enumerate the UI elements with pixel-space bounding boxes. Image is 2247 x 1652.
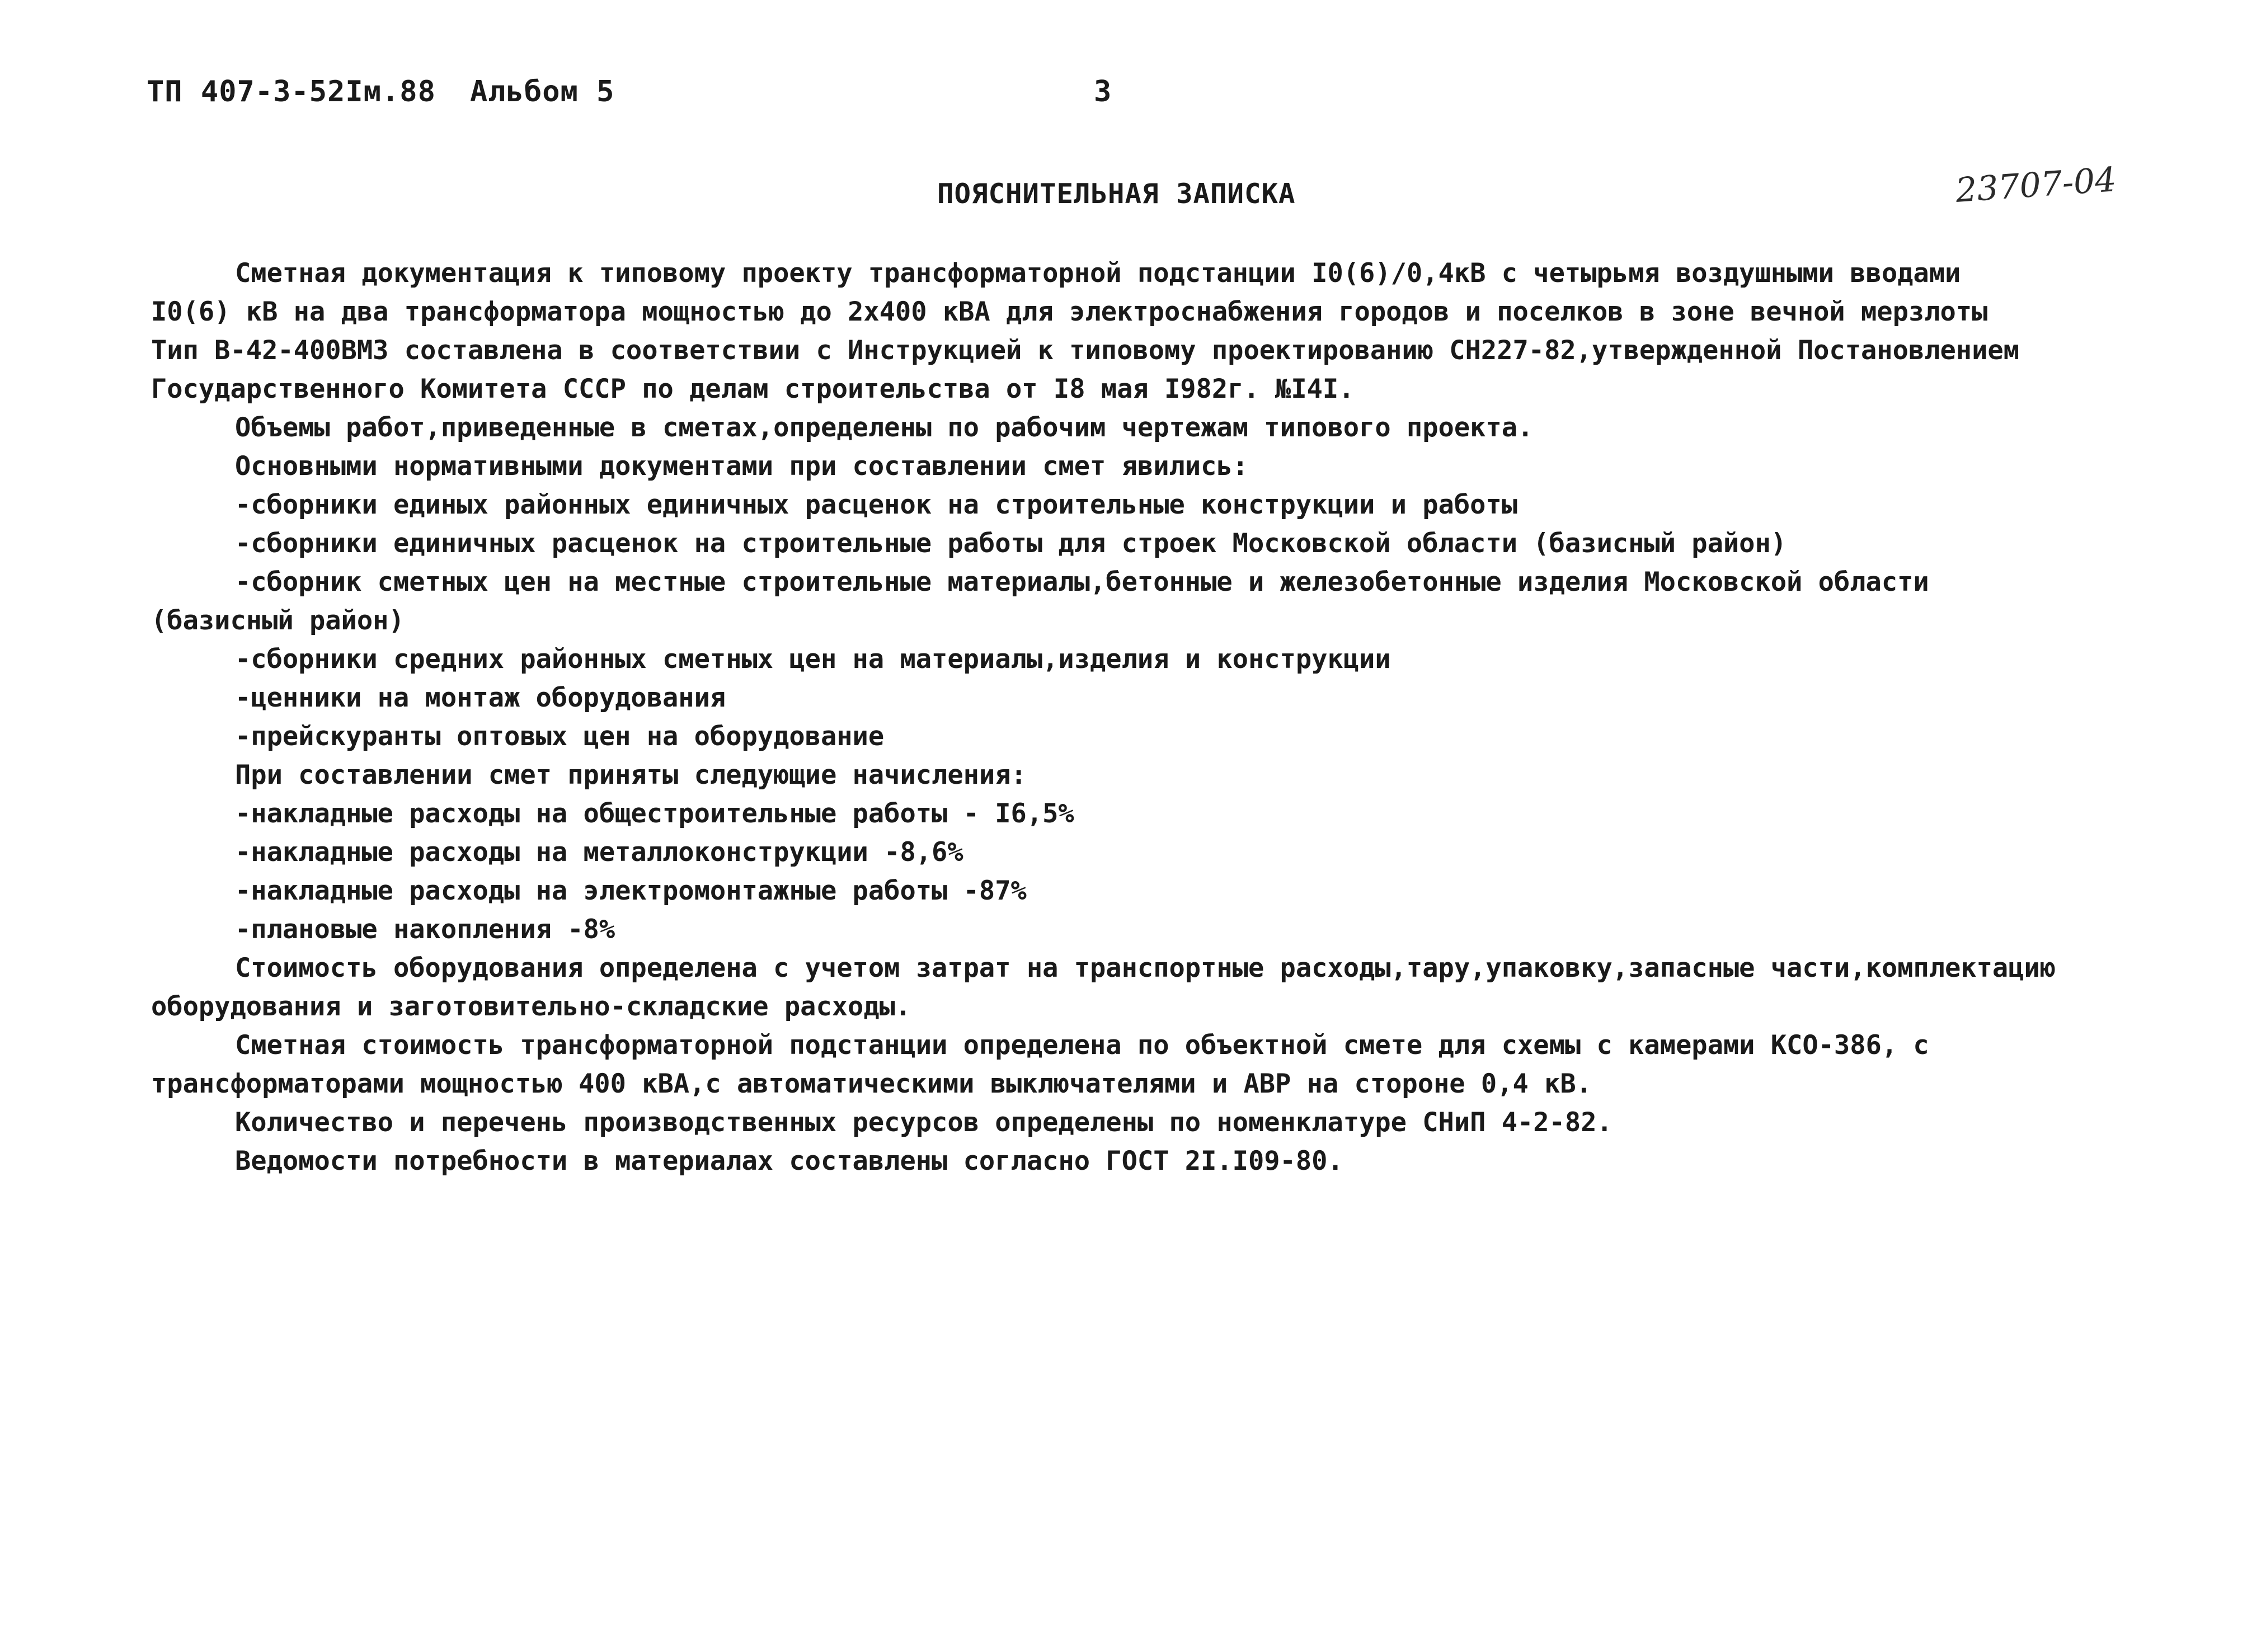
text-line: -сборник сметных цен на местные строительные материалы,бетонные и железобетонные изделия Московской области bbox=[235, 567, 1929, 597]
page-title: ПОЯСНИТЕЛЬНАЯ ЗАПИСКА bbox=[937, 178, 1296, 210]
text-line: Тип В-42-400ВМЗ составлена в соответствии с Инструкцией к типовому проектированию СН227-82,утвержденной Постановлением bbox=[151, 335, 2019, 366]
text-line: Стоимость оборудования определена с учетом затрат на транспортные расходы,тару,упаковку,запасные части,комплектацию bbox=[235, 953, 2056, 983]
text-line: -сборники средних районных сметных цен на материалы,изделия и конструкции bbox=[235, 644, 1391, 675]
text-line: -сборники единых районных единичных расценок на строительные конструкции и работы bbox=[235, 490, 1518, 520]
text-line: -накладные расходы на общестроительные работы - I6,5% bbox=[235, 798, 1074, 829]
handwritten-inventory-number: 23707-04 bbox=[1954, 160, 2118, 210]
text-line: -накладные расходы на металлоконструкции -8,6% bbox=[235, 837, 963, 868]
explanatory-note-body bbox=[151, 254, 2098, 1180]
text-line: Основными нормативными документами при составлении смет явились: bbox=[235, 451, 1248, 482]
text-line: трансформаторами мощностью 400 кВА,с автоматическими выключателями и АВР на стороне 0,4 кВ. bbox=[151, 1069, 1592, 1099]
text-line: Государственного Комитета СССР по делам строительства от I8 мая I982г. №I4I. bbox=[151, 374, 1355, 404]
text-line: Сметная документация к типовому проекту трансформаторной подстанции I0(6)/0,4кВ с четырьмя воздушными вводами bbox=[235, 258, 1961, 289]
text-line: I0(6) кВ на два трансформатора мощностью до 2х400 кВА для электроснабжения городов и поселков в зоне вечной мерзлоты bbox=[151, 296, 1988, 327]
text-line: При составлении смет приняты следующие начисления: bbox=[235, 760, 1027, 790]
text-line: -прейскуранты оптовых цен на оборудование bbox=[235, 721, 885, 752]
text-line: -накладные расходы на электромонтажные работы -87% bbox=[235, 876, 1027, 906]
text-line: -плановые накопления -8% bbox=[235, 914, 615, 945]
document-code: ТП 407-3-52Iм.88 bbox=[147, 75, 436, 109]
album-label: Альбом 5 bbox=[470, 75, 615, 109]
text-line: -ценники на монтаж оборудования bbox=[235, 683, 726, 713]
text-line: оборудования и заготовительно-складские расходы. bbox=[151, 991, 911, 1022]
text-line: Объемы работ,приведенные в сметах,определены по рабочим чертежам типового проекта. bbox=[235, 412, 1534, 443]
text-line: Количество и перечень производственных ресурсов определены по номенклатуре СНиП 4-2-82. bbox=[235, 1107, 1613, 1138]
text-line: Сметная стоимость трансформаторной подстанции определена по объектной смете для схемы с камерами КСО-386, с bbox=[235, 1030, 1929, 1061]
text-line: (базисный район) bbox=[151, 605, 405, 636]
text-line: -сборники единичных расценок на строительные работы для строек Московской области (базисный район) bbox=[235, 528, 1787, 559]
text-line: Ведомости потребности в материалах составлены согласно ГОСТ 2I.I09-80. bbox=[235, 1146, 1343, 1176]
page-number: 3 bbox=[1094, 75, 1112, 109]
